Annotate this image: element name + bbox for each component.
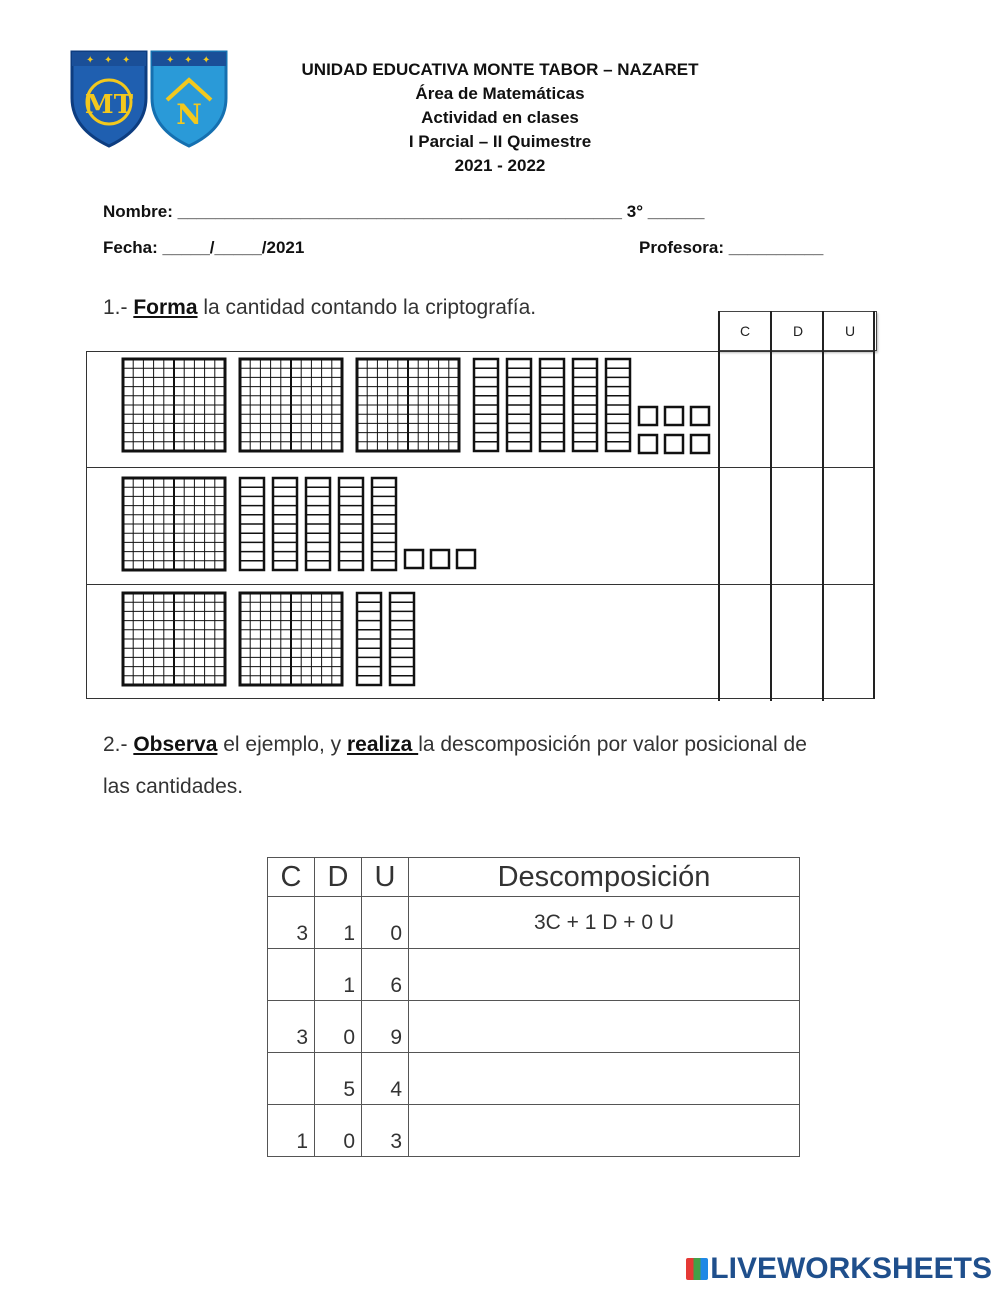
q1-header-d: D	[771, 311, 825, 351]
name-row	[103, 202, 704, 222]
grade-label: 3°	[626, 202, 644, 221]
school-logo-n	[150, 50, 228, 148]
hundred-block	[122, 477, 226, 571]
q1-header-u: U	[823, 311, 877, 351]
col-header-u: U	[362, 858, 409, 897]
svg-text:✦: ✦	[122, 55, 131, 66]
cell-d: 1	[315, 949, 362, 1001]
cell-u: 0	[362, 897, 409, 949]
unit-cube	[690, 434, 710, 454]
cell-u: 4	[362, 1053, 409, 1105]
hundred-block	[356, 358, 460, 452]
name-blank[interactable]: _______________________________________________	[177, 202, 623, 221]
q1-prefix: 1.-	[103, 296, 134, 319]
period: I Parcial – II Quimestre	[408, 132, 592, 151]
unit-cube	[638, 434, 658, 454]
decomposition-table	[267, 857, 800, 1157]
q2-instruction: la descomposición por valor posicional de	[418, 733, 807, 756]
date-label: Fecha:	[103, 238, 158, 257]
col-header-c: C	[268, 858, 315, 897]
cell-c	[268, 1053, 315, 1105]
cell-d: 1	[315, 897, 362, 949]
cell-u: 6	[362, 949, 409, 1001]
grade-blank[interactable]: ______	[647, 202, 705, 221]
cell-decomposition-answer[interactable]	[409, 1001, 800, 1053]
table-row	[268, 1001, 800, 1053]
subject-area: Área de Matemáticas	[415, 84, 585, 103]
q1-instruction: la cantidad contando la criptografía.	[197, 296, 537, 319]
ten-rod	[272, 477, 298, 571]
brand-icon	[686, 1258, 708, 1280]
ten-rod	[539, 358, 565, 452]
hundred-block	[239, 592, 343, 686]
hundred-block	[122, 592, 226, 686]
ten-rod	[389, 592, 415, 686]
q1-keyword: Forma	[133, 296, 198, 319]
q2-keyword-realiza: realiza	[346, 733, 419, 756]
hundred-block	[239, 358, 343, 452]
unit-cube	[664, 434, 684, 454]
ten-rod	[506, 358, 532, 452]
svg-text:MT: MT	[84, 90, 134, 120]
cell-c: 1	[268, 1105, 315, 1157]
svg-text:✦: ✦	[86, 55, 95, 66]
svg-text:✦: ✦	[166, 55, 175, 66]
unit-cube	[690, 406, 710, 426]
q2-mid: el ejemplo, y	[217, 733, 347, 756]
q2-prefix: 2.-	[103, 733, 134, 756]
ten-rod	[338, 477, 364, 571]
col-header-decomposition: Descomposición	[409, 858, 800, 897]
cell-d: 0	[315, 1105, 362, 1157]
cell-decomposition-answer[interactable]	[409, 1105, 800, 1157]
table-header-row	[268, 858, 800, 897]
cell-d: 5	[315, 1053, 362, 1105]
q1-answer-row-2[interactable]	[720, 468, 873, 583]
name-label: Nombre:	[103, 202, 173, 221]
unit-cube	[404, 549, 424, 569]
unit-cube	[638, 406, 658, 426]
table-row	[268, 1053, 800, 1105]
ten-rod	[605, 358, 631, 452]
school-name: UNIDAD EDUCATIVA MONTE TABOR – NAZARET	[301, 60, 699, 79]
q1-answer-row-3[interactable]	[720, 585, 873, 698]
teacher-blank[interactable]: __________	[728, 238, 824, 257]
date-blank[interactable]: _____/_____/2021	[162, 238, 305, 257]
svg-text:✦: ✦	[104, 55, 113, 66]
table-row	[268, 897, 800, 949]
school-year: 2021 - 2022	[454, 156, 546, 175]
ten-rod	[371, 477, 397, 571]
svg-text:✦: ✦	[184, 55, 193, 66]
cell-u: 9	[362, 1001, 409, 1053]
school-logo-mt	[70, 50, 148, 148]
teacher-label: Profesora:	[639, 238, 725, 257]
q1-header-c: C	[718, 311, 772, 351]
teacher-row	[639, 238, 823, 258]
svg-text:✦: ✦	[202, 55, 211, 66]
cell-c: 3	[268, 897, 315, 949]
liveworksheets-logo[interactable]	[686, 1252, 992, 1286]
cell-decomposition-answer[interactable]	[409, 949, 800, 1001]
question-2-text	[103, 733, 807, 757]
unit-cube	[430, 549, 450, 569]
question-2-line-2: las cantidades.	[103, 775, 244, 798]
activity-type: Actividad en clases	[421, 108, 579, 127]
ten-rod	[473, 358, 499, 452]
ten-rod	[572, 358, 598, 452]
cell-u: 3	[362, 1105, 409, 1157]
col-header-d: D	[315, 858, 362, 897]
svg-text:N: N	[176, 98, 202, 131]
unit-cube	[456, 549, 476, 569]
ten-rod	[305, 477, 331, 571]
unit-cube	[664, 406, 684, 426]
hundred-block	[122, 358, 226, 452]
question-1-text	[103, 296, 536, 320]
q1-answer-row-1[interactable]	[720, 352, 873, 466]
cell-c: 3	[268, 1001, 315, 1053]
cell-c	[268, 949, 315, 1001]
q2-keyword-observa: Observa	[133, 733, 218, 756]
brand-text: LIVEWORKSHEETS	[710, 1252, 992, 1285]
cell-decomposition-answer[interactable]	[409, 1053, 800, 1105]
ten-rod	[356, 592, 382, 686]
cell-d: 0	[315, 1001, 362, 1053]
cell-decomposition-example: 3C + 1 D + 0 U	[409, 897, 800, 949]
date-row	[103, 238, 304, 258]
table-row	[268, 949, 800, 1001]
table-row	[268, 1105, 800, 1157]
ten-rod	[239, 477, 265, 571]
